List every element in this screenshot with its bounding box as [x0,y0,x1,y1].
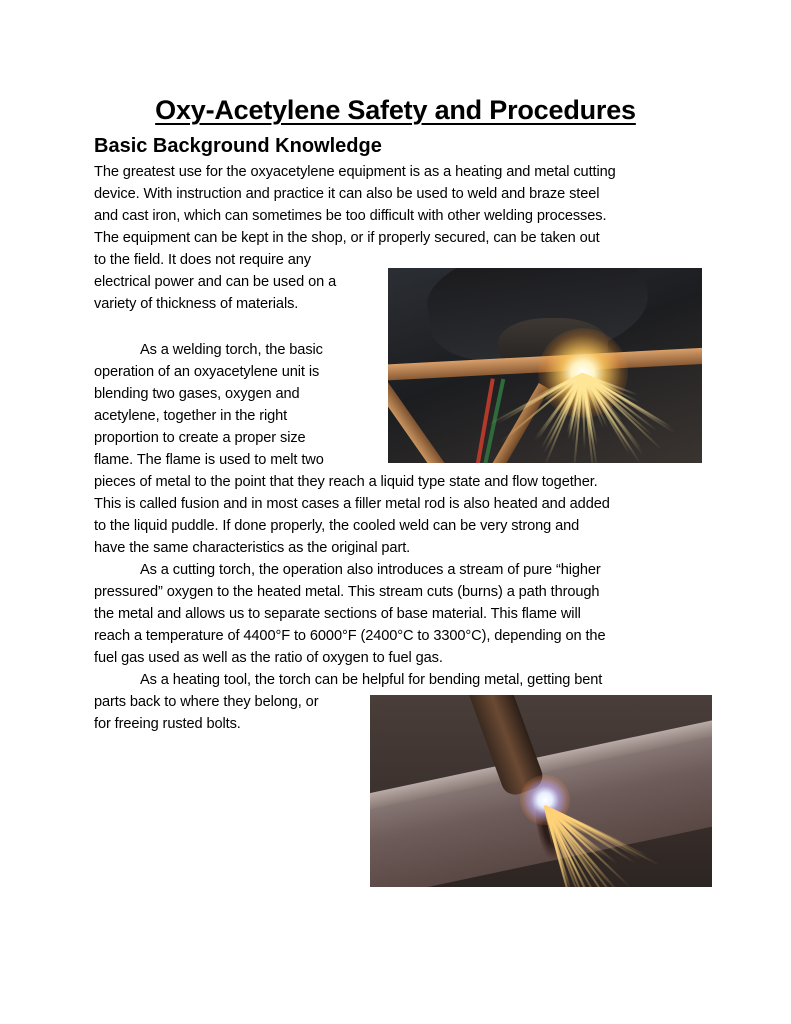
body-line: pieces of metal to the point that they reach a liquid type state and flow together. [94,474,598,490]
page-title: Oxy-Acetylene Safety and Procedures [155,95,636,125]
body-line: to the liquid puddle. If done properly, the cooled weld can be very strong and [94,518,580,534]
body-line: flame. The flame is used to melt two [94,452,324,468]
welding-sparks-photo [388,268,702,463]
section-heading: Basic Background Knowledge [94,135,382,157]
body-line: parts back to where they belong, or [94,694,319,710]
body-line: to the field. It does not require any [94,252,311,268]
body-line: The greatest use for the oxyacetylene equipment is as a heating and metal cutting [94,164,616,180]
body-line: device. With instruction and practice it can also be used to weld and braze steel [94,186,600,202]
body-line: electrical power and can be used on a [94,274,337,290]
body-line: reach a temperature of 4400°F to 6000°F (2400°C to 3300°C), depending on the [94,628,606,644]
body-line: As a welding torch, the basic [140,342,323,358]
body-line: pressured” oxygen to the heated metal. This stream cuts (burns) a path through [94,584,600,600]
body-line: blending two gases, oxygen and [94,386,300,402]
body-line: and cast iron, which can sometimes be too difficult with other welding processes. [94,208,607,224]
body-line: The equipment can be kept in the shop, or if properly secured, can be taken out [94,230,600,246]
metal-strut [388,376,458,463]
body-line: fuel gas used as well as the ratio of oxygen to fuel gas. [94,650,443,666]
body-line: the metal and allows us to separate sections of base material. This flame will [94,606,581,622]
body-line: for freeing rusted bolts. [94,716,241,732]
body-line: acetylene, together in the right [94,408,288,424]
cutting-torch-photo [370,695,712,887]
body-line: As a heating tool, the torch can be helpful for bending metal, getting bent [140,672,603,688]
body-line: have the same characteristics as the original part. [94,540,411,556]
body-line: proportion to create a proper size [94,430,306,446]
body-line: operation of an oxyacetylene unit is [94,364,320,380]
body-line: This is called fusion and in most cases a filler metal rod is also heated and added [94,496,610,512]
body-line: As a cutting torch, the operation also introduces a stream of pure “higher [140,562,601,578]
body-line: variety of thickness of materials. [94,296,299,312]
